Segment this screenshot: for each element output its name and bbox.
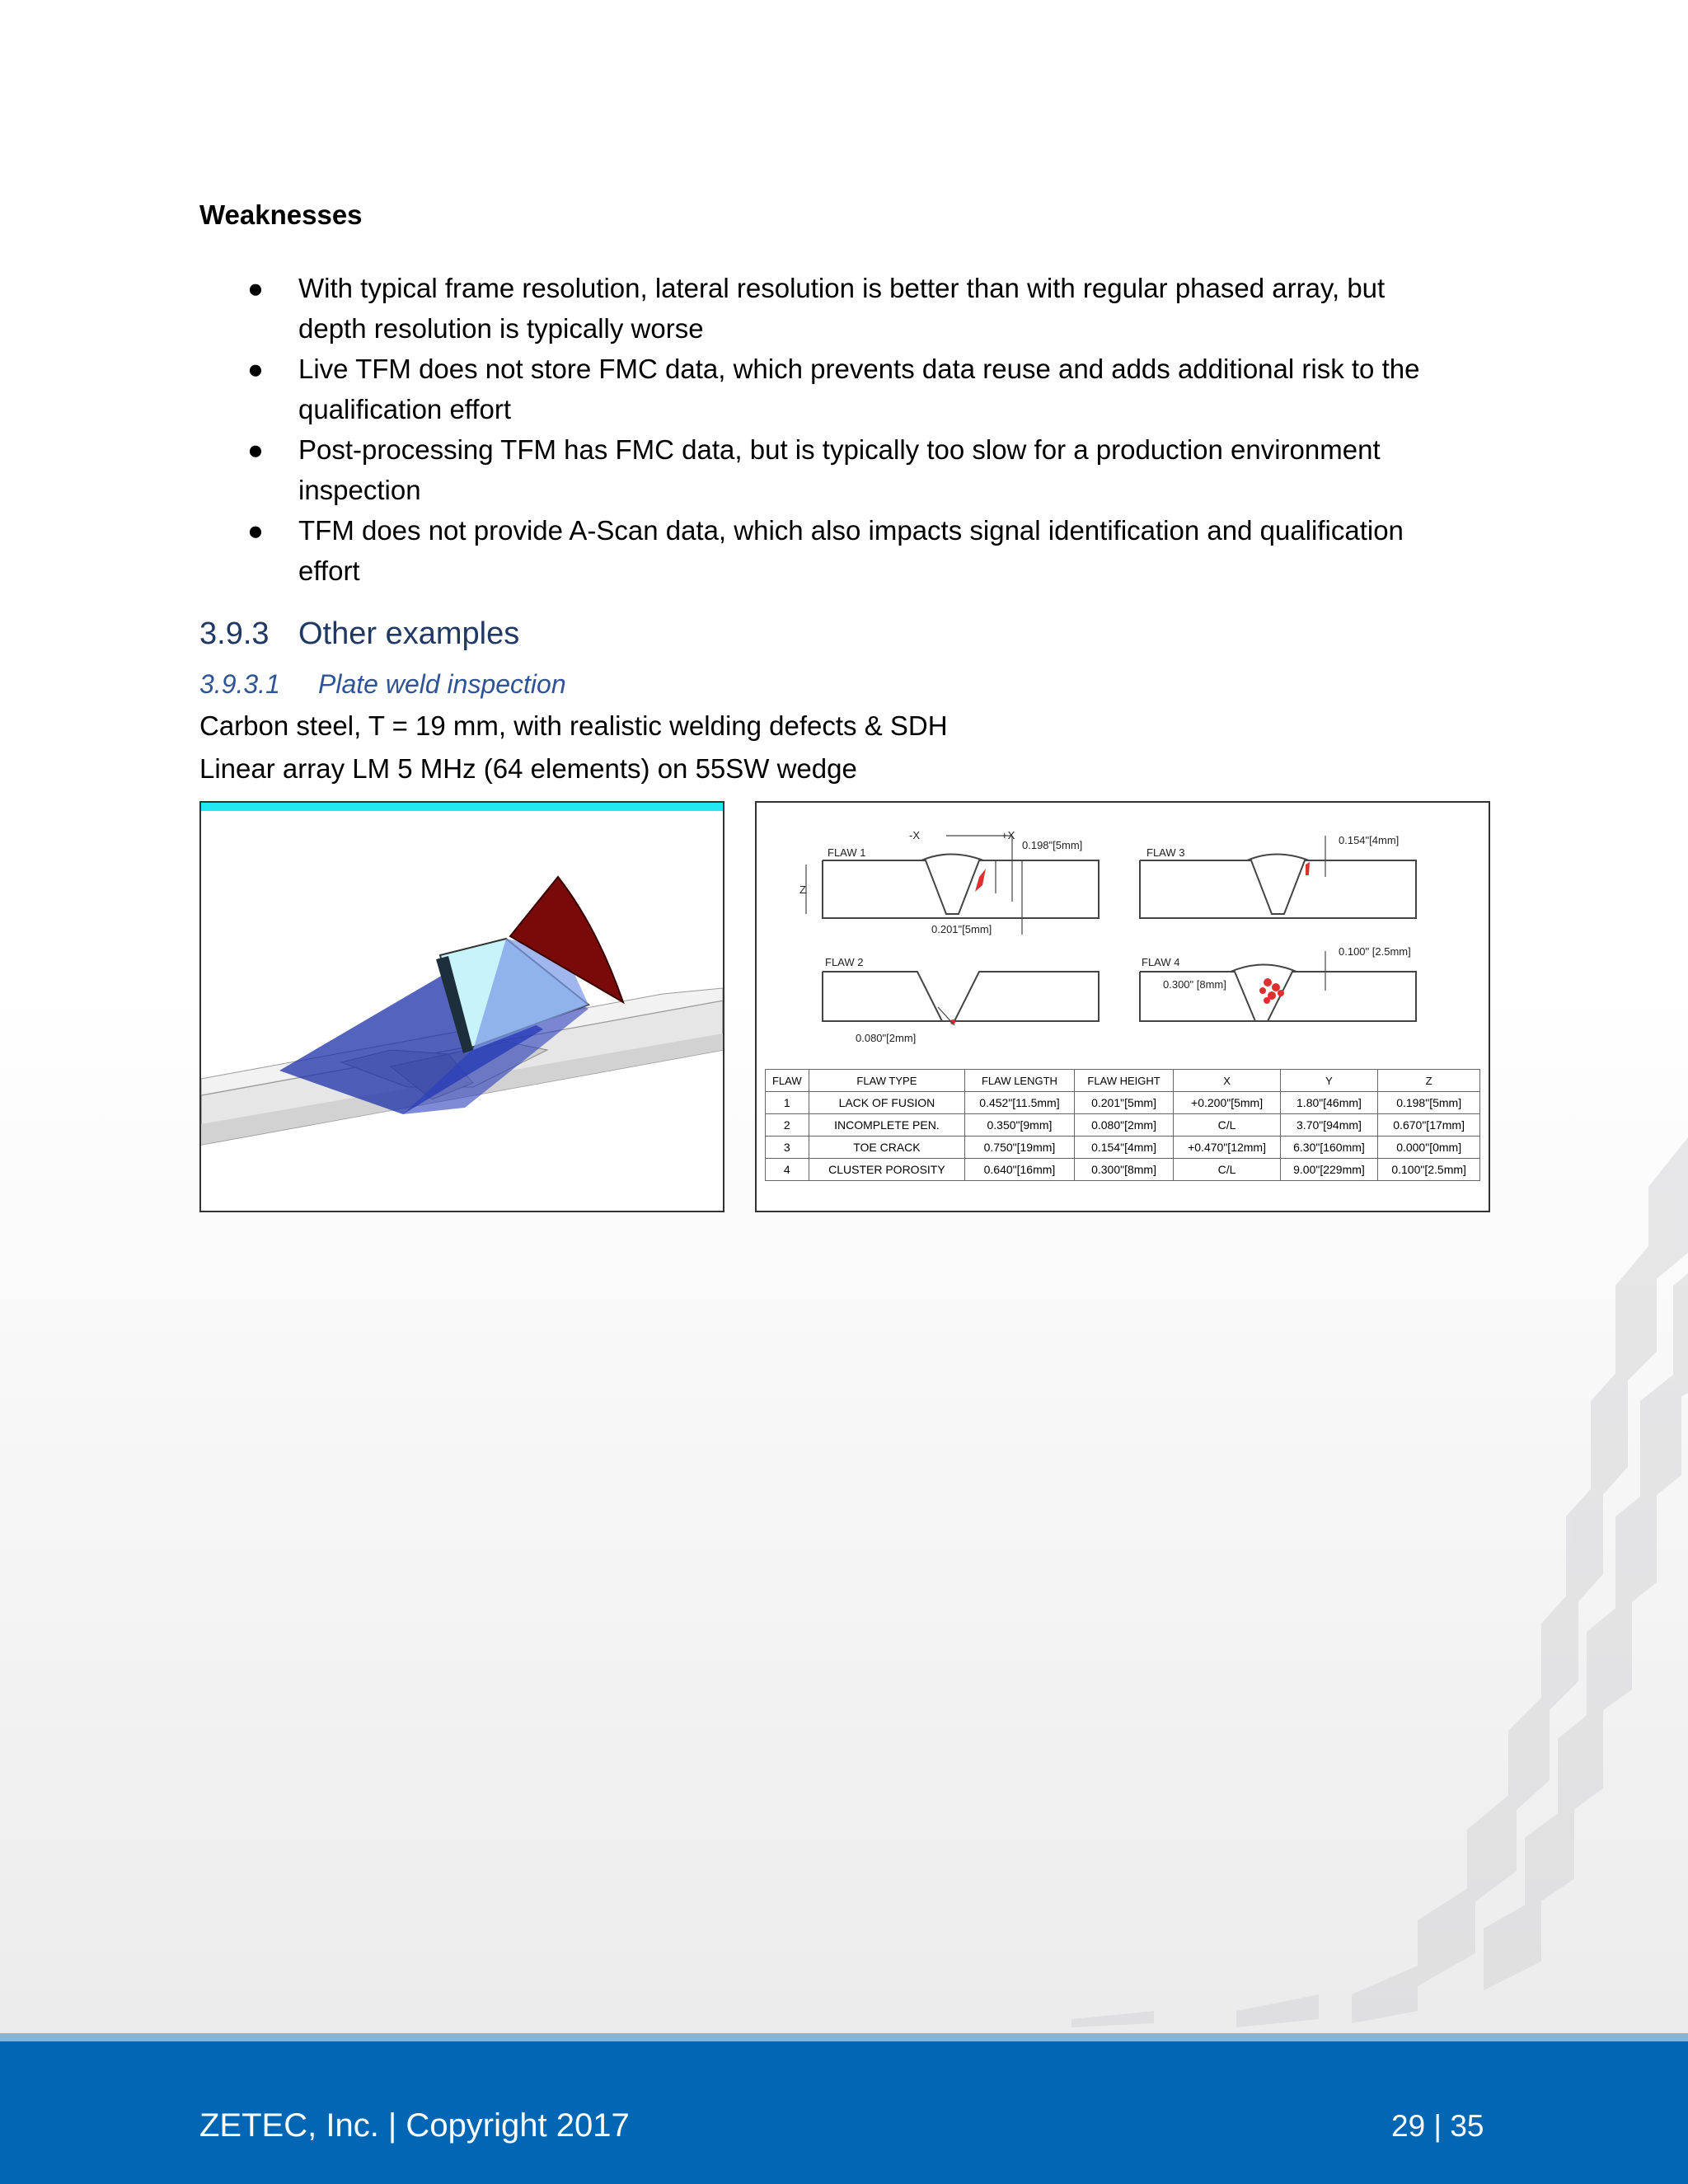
flaw3-label: FLAW 3: [1146, 846, 1185, 859]
section-title: Other examples: [298, 616, 520, 651]
table-cell: 1.80"[46mm]: [1280, 1092, 1378, 1114]
list-item-text: Post-processing TFM has FMC data, but is typically too slow for a production environment: [298, 434, 1381, 465]
table-cell: 0.670"[17mm]: [1378, 1114, 1480, 1137]
table-cell: 0.640"[16mm]: [965, 1159, 1074, 1181]
weaknesses-list: [199, 268, 1469, 591]
table-row: [766, 1114, 1480, 1137]
simulation-image: [201, 803, 723, 1211]
weaknesses-heading: Weaknesses: [199, 199, 363, 230]
dim-label: 0.300" [8mm]: [1163, 978, 1226, 991]
table-cell: C/L: [1174, 1159, 1280, 1181]
table-cell: 3: [766, 1137, 809, 1159]
table-cell: 0.750"[19mm]: [965, 1137, 1074, 1159]
table-cell: 9.00"[229mm]: [1280, 1159, 1378, 1181]
z-label: Z: [799, 883, 806, 896]
list-item-text: With typical frame resolution, lateral resolution is better than with regular phased array, but: [298, 273, 1386, 303]
flaw4-label: FLAW 4: [1142, 956, 1180, 968]
table-cell: 0.350"[9mm]: [965, 1114, 1074, 1137]
bullet-icon: ●: [247, 354, 264, 384]
paragraph: Carbon steel, T = 19 mm, with realistic welding defects & SDH: [199, 710, 948, 741]
table-row: [766, 1137, 1480, 1159]
page-number: 29 | 35: [1391, 2109, 1484, 2143]
list-item: [199, 429, 1469, 510]
column-header: FLAW LENGTH: [965, 1070, 1074, 1092]
minus-x-label: -X: [909, 829, 920, 841]
table-cell: 4: [766, 1159, 809, 1181]
subsection-number: 3.9.3.1: [199, 669, 280, 699]
column-header: FLAW TYPE: [809, 1070, 965, 1092]
flaw2-label: FLAW 2: [825, 956, 864, 968]
section-heading: [199, 616, 519, 652]
column-header: X: [1174, 1070, 1280, 1092]
table-row: [766, 1159, 1480, 1181]
bullet-icon: ●: [247, 515, 264, 546]
list-item-text: effort: [298, 555, 360, 586]
subsection-heading: [199, 669, 566, 700]
table-cell: 0.300"[8mm]: [1074, 1159, 1174, 1181]
section-number: 3.9.3: [199, 616, 270, 651]
list-item-text: TFM does not provide A-Scan data, which also impacts signal identification and qualification: [298, 515, 1404, 546]
column-header: FLAW: [766, 1070, 809, 1092]
footer-copyright: ZETEC, Inc. | Copyright 2017: [199, 2107, 630, 2144]
table-cell: +0.200"[5mm]: [1174, 1092, 1280, 1114]
table-cell: LACK OF FUSION: [809, 1092, 965, 1114]
table-cell: 0.198"[5mm]: [1378, 1092, 1480, 1114]
dim-label: 0.198"[5mm]: [1022, 839, 1083, 851]
column-header: FLAW HEIGHT: [1074, 1070, 1174, 1092]
column-header: Y: [1280, 1070, 1378, 1092]
flaw-table: [765, 1069, 1480, 1181]
list-item: [199, 510, 1469, 591]
list-item-text: inspection: [298, 475, 421, 505]
table-cell: 0.000"[0mm]: [1378, 1137, 1480, 1159]
column-header: Z: [1378, 1070, 1480, 1092]
flaw-diagram-figure: [755, 801, 1490, 1212]
table-cell: 0.154"[4mm]: [1074, 1137, 1174, 1159]
table-cell: 0.080"[2mm]: [1074, 1114, 1174, 1137]
dim-label: 0.100" [2.5mm]: [1339, 945, 1411, 958]
list-item-text: Live TFM does not store FMC data, which prevents data reuse and adds additional risk to the: [298, 354, 1420, 384]
list-item: [199, 349, 1469, 429]
table-header-row: [766, 1070, 1480, 1092]
table-cell: TOE CRACK: [809, 1137, 965, 1159]
table-cell: C/L: [1174, 1114, 1280, 1137]
simulation-figure: [199, 801, 724, 1212]
table-cell: 0.100"[2.5mm]: [1378, 1159, 1480, 1181]
table-cell: CLUSTER POROSITY: [809, 1159, 965, 1181]
subsection-title: Plate weld inspection: [318, 669, 566, 699]
dim-label: 0.201"[5mm]: [931, 923, 992, 935]
table-row: [766, 1092, 1480, 1114]
bullet-icon: ●: [247, 273, 264, 303]
flaw1-label: FLAW 1: [828, 846, 866, 859]
plus-x-label: +X: [1001, 829, 1015, 841]
paragraph: Linear array LM 5 MHz (64 elements) on 55SW wedge: [199, 753, 857, 784]
list-item-text: depth resolution is typically worse: [298, 313, 704, 344]
bullet-icon: ●: [247, 434, 264, 465]
table-cell: 1: [766, 1092, 809, 1114]
dim-label: 0.080"[2mm]: [856, 1032, 917, 1044]
table-cell: 6.30"[160mm]: [1280, 1137, 1378, 1159]
table-cell: +0.470"[12mm]: [1174, 1137, 1280, 1159]
table-cell: 3.70"[94mm]: [1280, 1114, 1378, 1137]
table-cell: 0.452"[11.5mm]: [965, 1092, 1074, 1114]
page-footer: [0, 2033, 1688, 2184]
table-cell: 0.201"[5mm]: [1074, 1092, 1174, 1114]
list-item-text: qualification effort: [298, 394, 512, 424]
list-item: [199, 268, 1469, 349]
table-cell: INCOMPLETE PEN.: [809, 1114, 965, 1137]
dim-label: 0.154"[4mm]: [1339, 834, 1400, 846]
flaw-diagram: [757, 803, 1489, 1066]
table-cell: 2: [766, 1114, 809, 1137]
